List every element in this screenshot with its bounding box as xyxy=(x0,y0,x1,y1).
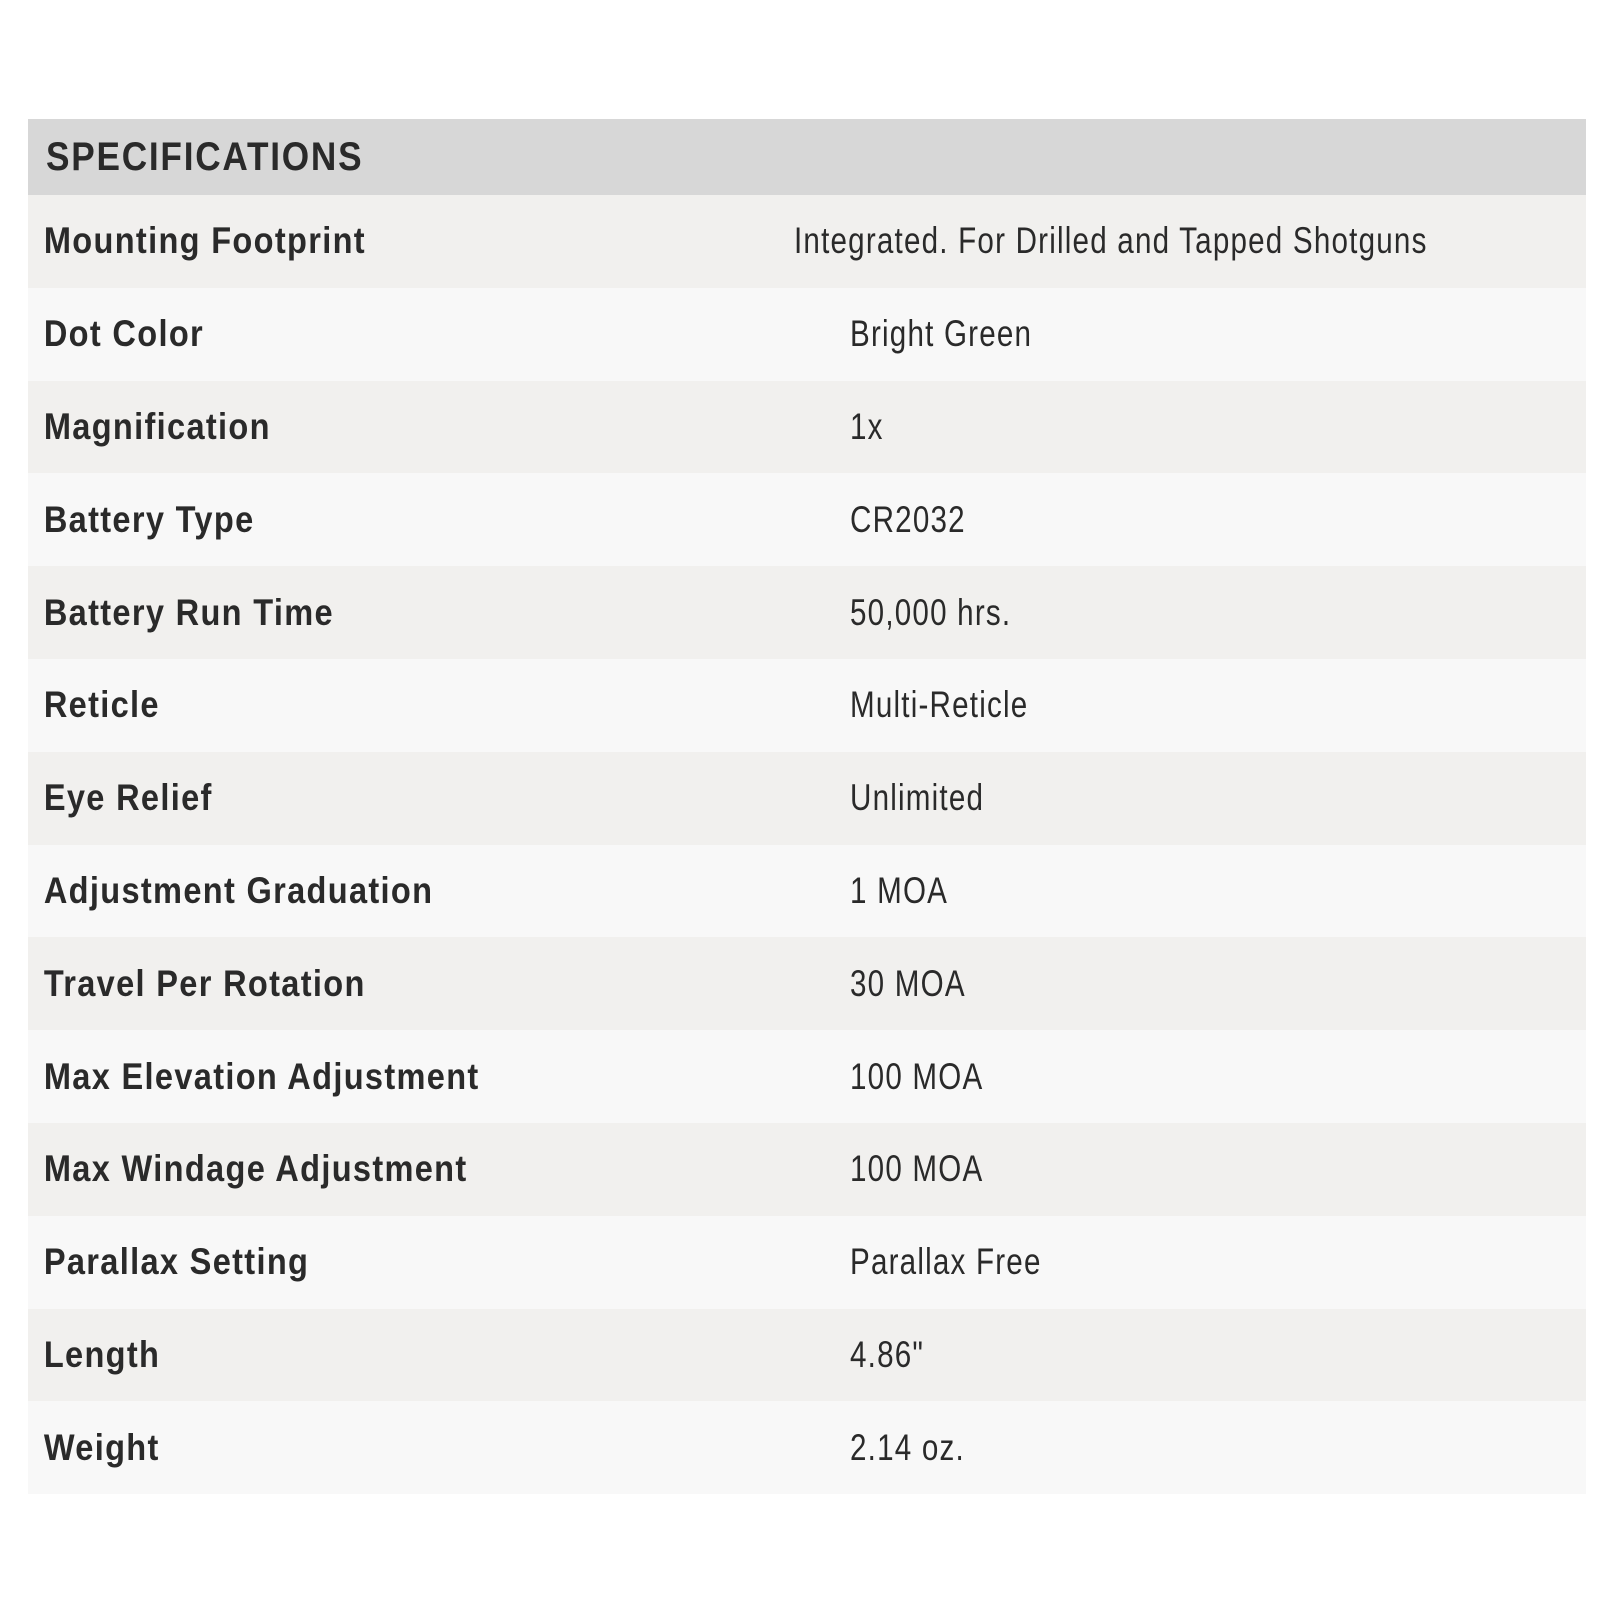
spec-label: Reticle xyxy=(43,684,160,726)
spec-value: Unlimited xyxy=(850,777,985,819)
spec-label: Battery Run Time xyxy=(43,591,334,633)
spec-row xyxy=(28,1123,1586,1216)
spec-row xyxy=(28,845,1586,938)
specifications-rows xyxy=(28,195,1586,1494)
spec-value: Multi-Reticle xyxy=(850,684,1029,726)
spec-row xyxy=(28,1309,1586,1402)
spec-row xyxy=(28,659,1586,752)
spec-label: Adjustment Graduation xyxy=(43,869,434,911)
spec-value: 30 MOA xyxy=(850,962,966,1004)
spec-row xyxy=(28,1030,1586,1123)
spec-label: Mounting Footprint xyxy=(43,220,366,262)
spec-row xyxy=(28,1216,1586,1309)
spec-value: 100 MOA xyxy=(850,1148,984,1190)
spec-row xyxy=(28,195,1586,288)
specifications-title: SPECIFICATIONS xyxy=(46,134,364,179)
specifications-header xyxy=(28,119,1586,195)
spec-label: Max Elevation Adjustment xyxy=(43,1055,480,1097)
spec-value: 1x xyxy=(850,405,884,447)
spec-value: 2.14 oz. xyxy=(850,1426,965,1468)
spec-label: Battery Type xyxy=(43,498,255,540)
spec-row xyxy=(28,1401,1586,1494)
spec-value: CR2032 xyxy=(850,498,966,540)
spec-value: Bright Green xyxy=(850,313,1033,355)
spec-label: Weight xyxy=(43,1426,160,1468)
spec-value: 1 MOA xyxy=(850,869,949,911)
spec-value: 4.86" xyxy=(850,1333,925,1375)
spec-value: Parallax Free xyxy=(850,1241,1042,1283)
spec-label: Eye Relief xyxy=(43,777,213,819)
spec-row xyxy=(28,566,1586,659)
spec-row xyxy=(28,381,1586,474)
spec-row xyxy=(28,473,1586,566)
spec-label: Dot Color xyxy=(43,313,205,355)
spec-label: Length xyxy=(43,1333,161,1375)
spec-label: Parallax Setting xyxy=(43,1241,310,1283)
spec-label: Magnification xyxy=(43,405,271,447)
spec-label: Travel Per Rotation xyxy=(43,962,366,1004)
spec-value: 50,000 hrs. xyxy=(850,591,1012,633)
spec-label: Max Windage Adjustment xyxy=(43,1148,468,1190)
spec-value: 100 MOA xyxy=(850,1055,984,1097)
specifications-table xyxy=(28,119,1586,1494)
spec-row xyxy=(28,937,1586,1030)
spec-row xyxy=(28,288,1586,381)
spec-value: Integrated. For Drilled and Tapped Shotguns xyxy=(794,220,1428,262)
spec-row xyxy=(28,752,1586,845)
